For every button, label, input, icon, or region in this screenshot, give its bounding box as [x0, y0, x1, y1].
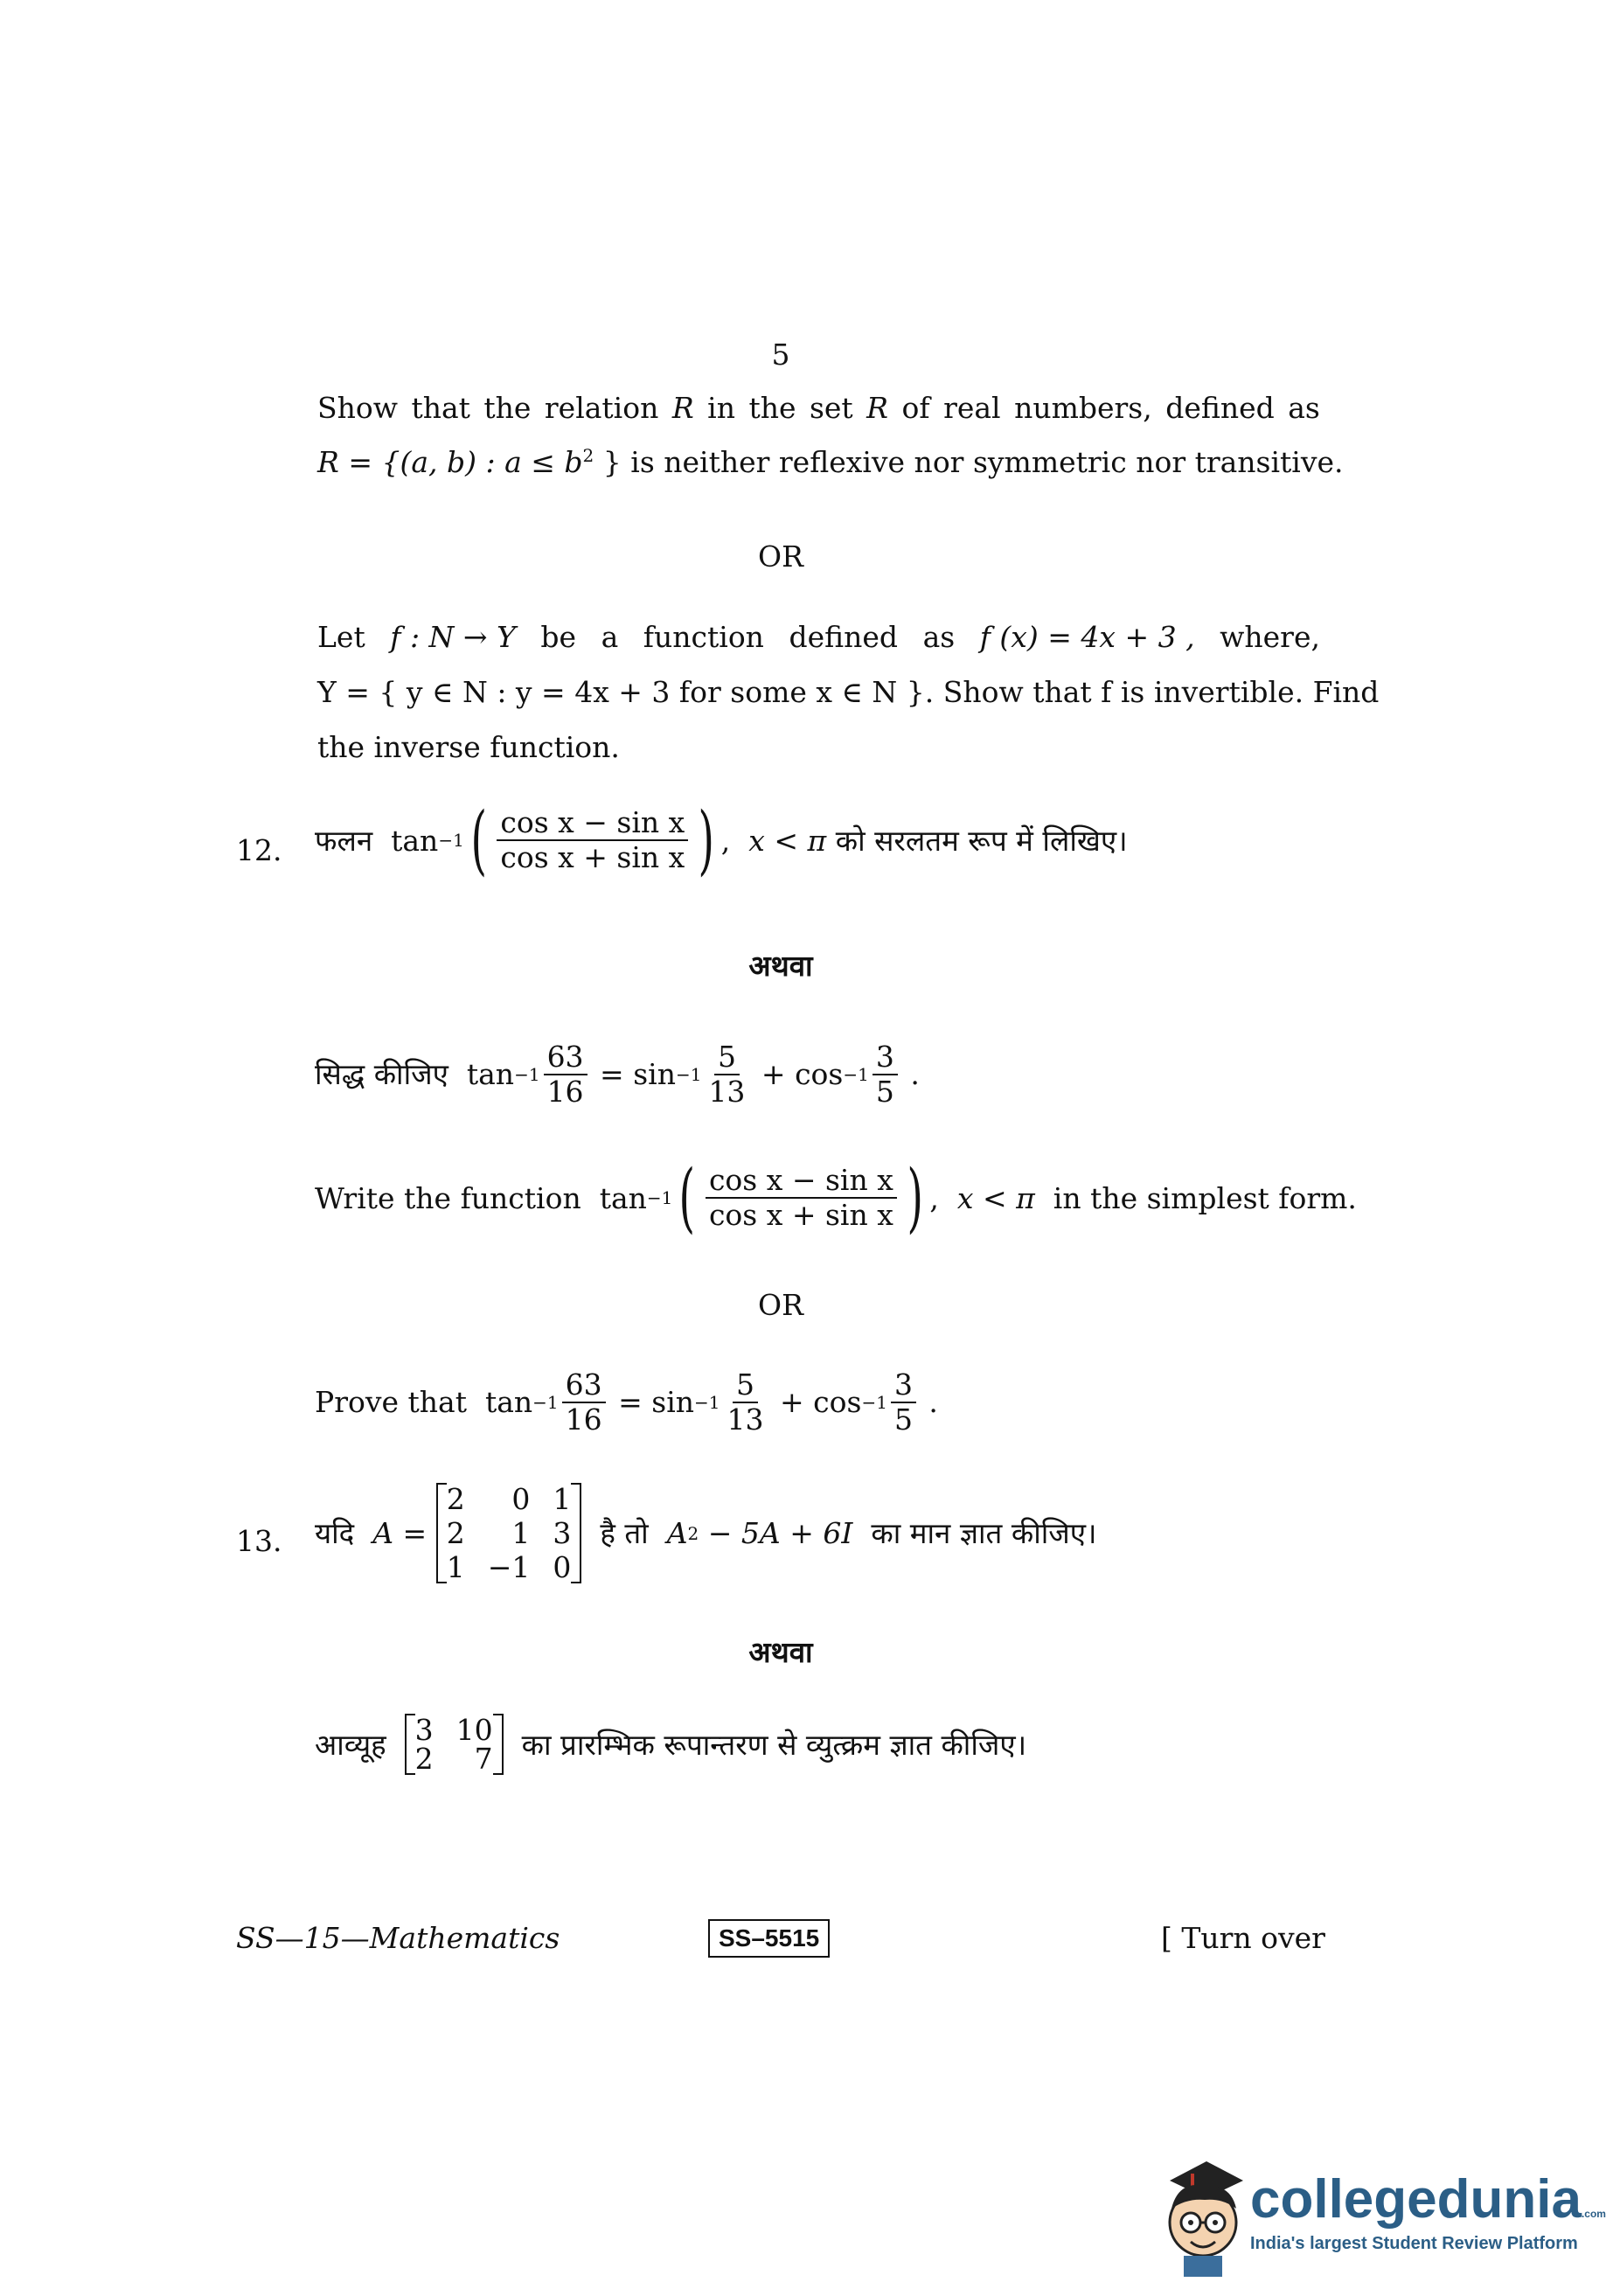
tan-label: tan	[391, 823, 439, 858]
fraction	[891, 1368, 916, 1437]
right-paren: )	[907, 1154, 923, 1242]
condition: x < π	[748, 823, 827, 858]
fraction-numerator: 63	[544, 1040, 587, 1075]
matrix-cell: 2	[414, 1742, 434, 1776]
matrix-cell: 2	[446, 1516, 465, 1550]
q11-alt1-word: a	[601, 620, 619, 654]
sin-label: sin	[651, 1385, 695, 1420]
q11-alt1-word: function	[643, 620, 764, 654]
mascot-icon	[1152, 2154, 1248, 2277]
fraction-numerator: 3	[873, 1040, 898, 1075]
logo-suffix: .com	[1581, 2208, 1606, 2220]
turn-over: [ Turn over	[1161, 1921, 1325, 1955]
fraction-numerator: 63	[562, 1368, 606, 1403]
q13-question: यदि A = 2 0 1 2 1 3 1 −1 0 है तो A 2 − 5A + 6I का मान ज्ञात कीजिए।	[315, 1482, 1097, 1584]
find-hindi: का मान ज्ञात कीजिए।	[871, 1516, 1097, 1550]
q12-hindi-prefix: फलन	[315, 823, 373, 858]
logo-tagline: India's largest Student Review Platform	[1250, 2234, 1578, 2253]
q12-english-question: Write the function tan −1 ( $\frac{\text{cos x − sin x}}{\text{cos x + sin x}}$ ) , x < π in the simplest form.	[315, 1154, 1357, 1242]
fraction-denominator: 5	[875, 1074, 894, 1109]
fraction-numerator: 5	[733, 1368, 758, 1403]
q12-hindi-question: फलन tan −1 ( $\frac{\text{cos x − sin x}}{\text{cos x + sin x}}$ ) , x < π को सरलतम रूप में लिखिए।	[315, 797, 1128, 884]
collegedunia-logo	[1152, 2154, 1248, 2280]
fraction-denominator: 16	[546, 1074, 584, 1109]
matrix-cell: 7	[474, 1742, 493, 1776]
q11-alt1-word: f (x) = 4x + 3 ,	[979, 620, 1195, 654]
matrix-cell: 1	[511, 1516, 531, 1550]
or-divider-2: OR	[758, 1288, 803, 1322]
tan-label: tan	[466, 1057, 515, 1092]
matrix-a	[436, 1483, 582, 1583]
q12-hindi-suffix: को सरलतम रूप में लिखिए।	[835, 823, 1128, 858]
q11-line1-word: as	[1288, 391, 1320, 425]
matrix-cell: 1	[553, 1482, 572, 1516]
left-paren: (	[678, 1154, 696, 1242]
q11-line1-word: real	[943, 391, 1001, 425]
athva-divider-1: अथवा	[748, 949, 813, 983]
q11-line1-word: R	[866, 391, 889, 425]
expr-a: A	[666, 1516, 688, 1550]
q12-hindi-prove: सिद्ध कीजिए tan −1 $\frac{63}{16}$ = sin −1 $\frac{5}{13}$ + cos −1 $\frac{3}{5}$ .	[315, 1040, 920, 1109]
prove-hindi-label: सिद्ध कीजिए	[315, 1057, 448, 1092]
if-hindi: यदि	[315, 1516, 355, 1550]
fraction-denominator: 5	[893, 1402, 913, 1437]
matrix-hindi: आव्यूह	[315, 1727, 386, 1762]
q11-line1-word: Show	[317, 391, 398, 425]
q11-alt1-word: defined	[789, 620, 899, 654]
matrix-cell: 3	[414, 1713, 434, 1747]
left-paren: (	[470, 797, 487, 884]
q11-line1-word: relation	[544, 391, 659, 425]
fraction-numerator: 5	[714, 1040, 740, 1075]
q11-line1-word: the	[483, 391, 532, 425]
fraction-denominator: 13	[708, 1074, 746, 1109]
fraction-numerator: 3	[891, 1368, 916, 1403]
then-hindi: है तो	[600, 1516, 649, 1550]
matrix-cell: 10	[455, 1713, 493, 1747]
fraction	[705, 1040, 748, 1109]
q11-line1-word: set	[809, 391, 853, 425]
tan-label: tan	[484, 1385, 533, 1420]
prove-label: Prove that	[315, 1385, 467, 1420]
relation-definition: R = {(a, b) : a ≤ b	[317, 445, 583, 479]
q11-line1-word: the	[748, 391, 796, 425]
right-paren: )	[698, 797, 715, 884]
matrix-cell: 0	[511, 1482, 531, 1516]
fraction-denominator: 13	[727, 1402, 764, 1437]
condition: x < π	[956, 1180, 1035, 1215]
q12-number: 12.	[236, 833, 282, 867]
q11-alt1-word: Let	[317, 620, 365, 654]
q11-line2	[317, 445, 1344, 479]
page-number: 5	[771, 337, 790, 372]
fraction-denominator: cos x + sin x	[500, 840, 685, 874]
fraction-denominator: cos x + sin x	[708, 1198, 893, 1232]
q11-alt-line2: Y = { y ∈ N : y = 4x + 3 for some x ∈ N }. Show that f is invertible. Find	[317, 675, 1380, 709]
expr-rest: − 5A + 6I	[707, 1516, 853, 1550]
write-label: Write the function	[315, 1180, 581, 1215]
logo-name: collegedunia	[1250, 2169, 1582, 2230]
fraction-denominator: 16	[565, 1402, 602, 1437]
q11-line1-word: numbers,	[1014, 391, 1152, 425]
matrix-cell: 0	[553, 1550, 572, 1584]
q13-number: 13.	[236, 1524, 282, 1558]
tan-label: tan	[599, 1180, 647, 1215]
fraction	[706, 1164, 897, 1232]
sin-label: sin	[633, 1057, 676, 1092]
matrix-cell: 1	[446, 1550, 465, 1584]
q11-alt-line3: the inverse function.	[317, 730, 620, 764]
q12-english-prove: Prove that tan −1 $\frac{63}{16}$ = sin −1 $\frac{5}{13}$ + cos −1 $\frac{3}{5}$ .	[315, 1367, 938, 1437]
cos-label: cos	[795, 1057, 844, 1092]
footer-left: SS—15—Mathematics	[236, 1921, 560, 1955]
q11-alt1-word: where,	[1220, 620, 1320, 654]
matrix-cell: 2	[446, 1482, 465, 1516]
q12-english-suffix: in the simplest form.	[1053, 1180, 1357, 1215]
cos-label: cos	[813, 1385, 862, 1420]
matrix-cell: −1	[487, 1550, 531, 1584]
q11-alt-line1	[317, 620, 1320, 654]
inverse-hindi: का प्रारम्भिक रूपान्तरण से व्युत्क्रम ज्ञात कीजिए।	[521, 1727, 1027, 1762]
q11-line1-word: that	[411, 391, 470, 425]
logo-wordmark	[1250, 2168, 1606, 2254]
fraction	[873, 1040, 898, 1109]
athva-divider-2: अथवा	[748, 1635, 813, 1669]
matrix-a-label: A =	[372, 1516, 428, 1550]
fraction	[724, 1368, 768, 1437]
q11-alt1-word: as	[922, 620, 956, 654]
q11-line1-word: of	[901, 391, 930, 425]
q11-line1-word: R	[671, 391, 694, 425]
q11-line1-word: in	[707, 391, 735, 425]
or-divider-1: OR	[758, 539, 803, 574]
q11-alt1-word: f : N → Y	[390, 620, 516, 654]
q11-line1	[317, 391, 1320, 425]
fraction	[562, 1368, 606, 1437]
brace: }	[602, 445, 622, 479]
matrix-b	[405, 1714, 504, 1775]
q11-alt1-word: be	[540, 620, 577, 654]
q11-line1-word: defined	[1165, 391, 1275, 425]
q11-statement: is neither reflexive nor symmetric nor transitive.	[630, 445, 1344, 479]
paper-code: SS–5515	[708, 1919, 830, 1958]
fraction	[544, 1040, 587, 1109]
q13-alt-question	[315, 1714, 1026, 1775]
fraction-numerator: cos x − sin x	[497, 806, 688, 841]
fraction	[497, 806, 688, 874]
exponent: 2	[582, 445, 594, 466]
fraction-numerator: cos x − sin x	[706, 1164, 897, 1199]
matrix-cell: 3	[553, 1516, 572, 1550]
